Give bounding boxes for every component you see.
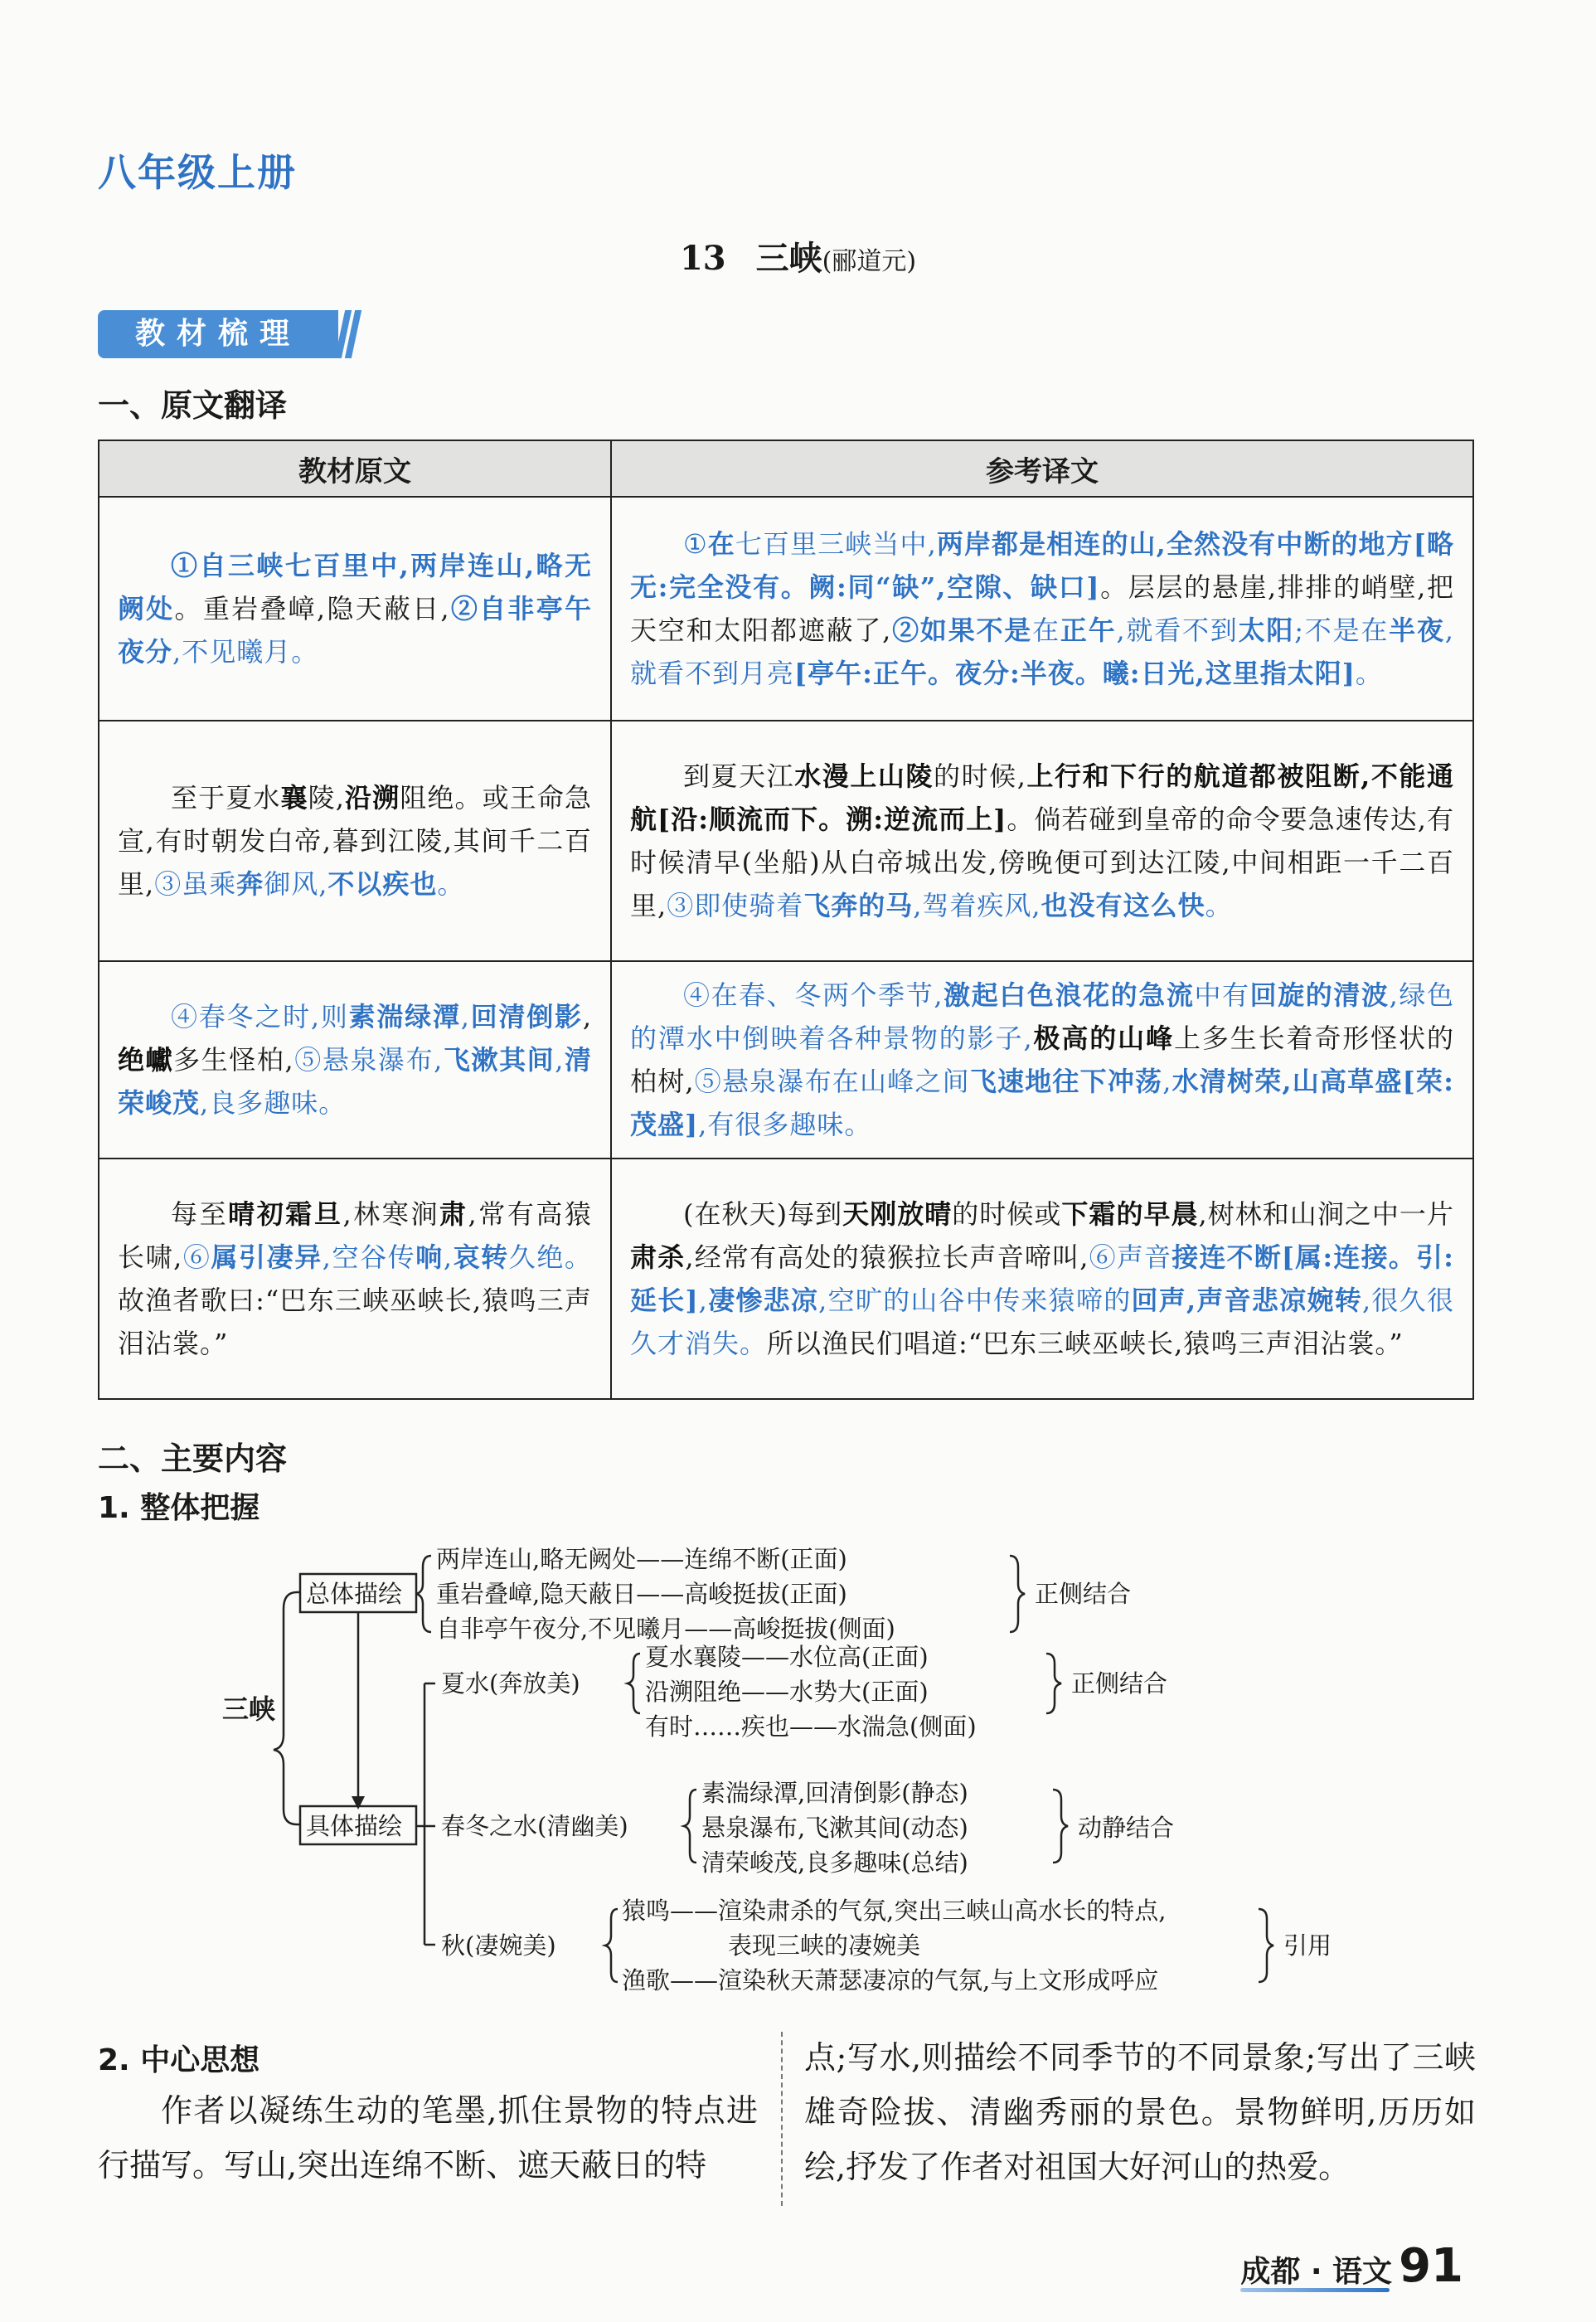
text-segment: 。重岩叠嶂,隐天蔽日, bbox=[174, 593, 450, 624]
col-header-original: 教材原文 bbox=[99, 440, 611, 497]
text-segment: 正午 bbox=[1060, 615, 1117, 646]
text-segment: 水清树荣,山高草盛 bbox=[1172, 1066, 1403, 1097]
column-divider bbox=[781, 2032, 783, 2206]
text-segment: 。倘若碰到皇帝的命令要急速传达,有时候清早(坐船)从白帝城出发,傍晚便可到达江陵,中间相距一千二百里, bbox=[630, 804, 1454, 921]
text-segment: 上行和下行的航道都被阻断,不能通航 bbox=[630, 760, 1454, 835]
text-segment: 水漫上山陵 bbox=[794, 760, 934, 792]
text-segment: , bbox=[555, 1044, 565, 1076]
grade-label: 八年级上册 bbox=[98, 150, 297, 195]
lesson-number: 13 bbox=[679, 239, 726, 278]
translation-table bbox=[98, 440, 1474, 1400]
text-segment: 接连不断 bbox=[1172, 1241, 1282, 1273]
text-segment: ⑤悬泉瀑布在山峰之间 bbox=[694, 1066, 970, 1097]
text-segment: 多生怪柏, bbox=[173, 1044, 294, 1076]
text-segment: ,林寒涧 bbox=[342, 1198, 439, 1230]
translation-cell bbox=[611, 497, 1473, 721]
text-segment: 飞奔的马 bbox=[803, 890, 914, 921]
text-segment: 属引凄异 bbox=[211, 1241, 323, 1273]
diagram-g3-item: 素湍绿潭,回清倒影(静态) bbox=[701, 1779, 968, 1807]
text-segment: 在 bbox=[1032, 615, 1060, 646]
lesson-author: (郦道元) bbox=[822, 247, 917, 276]
text-segment: (在秋天)每到 bbox=[683, 1198, 843, 1230]
diagram-g1-item: 自非亭午夜分,不见曦月——高峻挺拔(侧面) bbox=[436, 1615, 895, 1643]
original-cell bbox=[99, 961, 611, 1159]
text-segment: 。 bbox=[1355, 658, 1383, 689]
text-segment: 响 bbox=[415, 1241, 444, 1273]
text-segment: 至于夏水 bbox=[171, 782, 281, 814]
text-segment: 极高的山峰 bbox=[1032, 1023, 1174, 1054]
text-segment: 清荣峻茂 bbox=[118, 1044, 592, 1119]
text-segment: 哀转 bbox=[453, 1241, 509, 1273]
original-cell bbox=[99, 497, 611, 721]
table-row bbox=[99, 961, 1473, 1159]
diagram-g2-item: 夏水襄陵——水位高(正面) bbox=[645, 1643, 929, 1671]
text-segment: 激起白色浪花的急流 bbox=[943, 979, 1195, 1011]
text-segment: , bbox=[582, 1001, 592, 1032]
text-segment: [沿:顺流而下。溯:逆流而上] bbox=[657, 804, 1007, 835]
text-segment: ⑤悬泉瀑布, bbox=[293, 1044, 444, 1076]
diagram-g1-item: 两岸连山,略无阙处——连绵不断(正面) bbox=[436, 1545, 847, 1573]
text-segment: 陵, bbox=[308, 782, 345, 814]
text-segment: , bbox=[460, 1001, 470, 1032]
text-segment: 。层层的悬崖,排排的峭壁,把天空和太阳都遮蔽了, bbox=[630, 571, 1454, 646]
text-segment: 天刚放晴 bbox=[842, 1198, 953, 1230]
text-segment: [荣:茂盛] bbox=[630, 1066, 1454, 1140]
text-segment: 在 bbox=[707, 528, 735, 560]
text-segment: 七百里三峡当中, bbox=[735, 528, 937, 560]
text-segment: 在 bbox=[1361, 615, 1390, 646]
text-segment: 肃杀 bbox=[630, 1241, 686, 1273]
text-segment: 半夜 bbox=[1389, 615, 1445, 646]
text-segment: ,就看不到月亮 bbox=[630, 615, 1454, 689]
text-segment: 也没有这么快 bbox=[1041, 890, 1205, 921]
footer-city: 成都 · 语文 bbox=[1240, 2255, 1393, 2289]
text-segment: ,绿色的潭水中倒映着各种景物的影子, bbox=[630, 979, 1454, 1054]
text-segment: 太阳 bbox=[1238, 615, 1295, 646]
text-segment: 凄惨悲凉 bbox=[707, 1285, 819, 1316]
banner-label: 教材梳理 bbox=[134, 317, 301, 351]
section-title-content: 二、主要内容 bbox=[98, 1440, 288, 1477]
text-segment: 肃 bbox=[439, 1198, 468, 1230]
text-segment: ,空旷的山谷中传来猿啼的 bbox=[818, 1285, 1132, 1316]
diagram-g3-tag: 动静结合 bbox=[1078, 1814, 1175, 1842]
diagram-g4-tag: 引用 bbox=[1283, 1931, 1332, 1960]
lesson-title bbox=[0, 232, 1596, 279]
text-segment: 两岸都是相连的山,全然没有中断的地方 bbox=[936, 528, 1414, 560]
text-segment: , bbox=[1162, 1066, 1172, 1097]
diagram-g2-item: 沿溯阻绝——水势大(正面) bbox=[645, 1678, 929, 1706]
text-segment: ;不是 bbox=[1294, 615, 1361, 646]
text-segment: ②如果不是 bbox=[891, 615, 1033, 646]
table-row bbox=[99, 721, 1473, 961]
text-segment: 奔 bbox=[236, 868, 264, 900]
text-segment: 两岸连山,略无阙处 bbox=[118, 550, 592, 624]
translation-cell bbox=[611, 721, 1473, 961]
text-segment: 下霜的早晨 bbox=[1061, 1198, 1199, 1230]
text-segment: 回旋的清波 bbox=[1249, 979, 1390, 1011]
text-segment: ,常有高猿长啸, bbox=[118, 1198, 592, 1273]
text-segment: 的时候或 bbox=[952, 1198, 1062, 1230]
text-segment: 襄 bbox=[280, 782, 308, 814]
text-segment: ④在春、冬两个季节, bbox=[683, 979, 944, 1011]
diagram-autumn: 秋(凄婉美) bbox=[441, 1931, 556, 1960]
page-number: 91 bbox=[1399, 2239, 1463, 2293]
diagram-g3-item: 清荣峻茂,良多趣味(总结) bbox=[701, 1848, 968, 1877]
text-segment: 御风, bbox=[264, 868, 328, 900]
text-segment: 到夏天江 bbox=[683, 760, 795, 792]
text-segment: 不以疾也 bbox=[327, 868, 438, 900]
text-segment: 绝巘 bbox=[118, 1044, 174, 1076]
original-cell bbox=[99, 721, 611, 961]
structure-diagram bbox=[0, 1526, 1596, 2023]
translation-cell bbox=[611, 1159, 1473, 1399]
text-segment: ②自非亭午夜分 bbox=[118, 593, 592, 668]
section-banner bbox=[98, 310, 351, 358]
text-segment: ,经常有高处的猿猴拉长声音啼叫, bbox=[685, 1241, 1089, 1273]
diagram-box-specific: 具体描绘 bbox=[306, 1812, 403, 1840]
text-segment: [略无:完全没有。阙:同“缺”,空隙、缺口] bbox=[630, 528, 1454, 603]
translation-cell bbox=[611, 961, 1473, 1159]
text-segment: ,树林和山涧之中一片 bbox=[1198, 1198, 1454, 1230]
text-segment: 。 bbox=[437, 868, 465, 900]
page-footer bbox=[1240, 2239, 1463, 2292]
col-header-translation: 参考译文 bbox=[611, 440, 1473, 497]
table-row bbox=[99, 497, 1473, 721]
text-segment: , bbox=[698, 1285, 708, 1316]
text-segment: ,良多趣味。 bbox=[200, 1087, 347, 1119]
subsection-overview: 1. 整体把握 bbox=[98, 1491, 260, 1525]
text-segment: 故渔者歌曰:“巴东三峡巫峡长,猿鸣三声泪沾裳。” bbox=[118, 1285, 592, 1359]
text-segment: , bbox=[443, 1241, 454, 1273]
text-segment: 飞速地往下冲荡 bbox=[969, 1066, 1163, 1097]
diagram-root: 三峡 bbox=[222, 1693, 276, 1725]
text-segment: ⑥ bbox=[182, 1241, 211, 1273]
theme-text-right: 点;写水,则描绘不同季节的不同景象;写出了三峡雄奇险拔、清幽秀丽的景色。景物鲜明,历历如绘,抒发了作者对祖国大好河山的热爱。 bbox=[804, 2039, 1476, 2185]
diagram-g2-tag: 正侧结合 bbox=[1071, 1669, 1168, 1698]
text-segment: 。 bbox=[1205, 890, 1233, 921]
diagram-spring: 春冬之水(清幽美) bbox=[441, 1812, 628, 1840]
section-title-translation: 一、原文翻译 bbox=[98, 387, 288, 424]
text-segment: 所以渔民们唱道:“巴东三峡巫峡长,猿鸣三声泪沾裳。” bbox=[767, 1328, 1404, 1359]
text-segment: 晴初霜旦 bbox=[228, 1198, 343, 1230]
text-segment: ,不见曦月。 bbox=[172, 636, 319, 668]
text-segment: ③虽乘 bbox=[154, 868, 237, 900]
diagram-g4-item: 猿鸣——渲染肃杀的气氛,突出三峡山高水长的特点, bbox=[622, 1897, 1167, 1925]
text-segment: ①自三峡七百里中, bbox=[171, 550, 410, 581]
text-segment: 素湍绿潭 bbox=[348, 1001, 461, 1032]
text-segment: 中有 bbox=[1194, 979, 1250, 1011]
text-segment: 回声,声音悲凉婉转 bbox=[1131, 1285, 1362, 1316]
diagram-g2-item: 有时……疾也——水湍急(侧面) bbox=[645, 1712, 977, 1741]
text-segment: ④春冬之时,则 bbox=[171, 1001, 349, 1032]
text-segment: 回清倒影 bbox=[469, 1001, 583, 1032]
diagram-box-overall: 总体描绘 bbox=[306, 1580, 403, 1608]
text-segment: 久绝。 bbox=[508, 1241, 592, 1273]
text-segment: [属:连接。引:延长] bbox=[630, 1241, 1454, 1316]
original-cell bbox=[99, 1159, 611, 1399]
text-segment: ,就看不到 bbox=[1116, 615, 1239, 646]
text-segment: ③即使骑着 bbox=[667, 890, 804, 921]
diagram-g4-item: 表现三峡的凄婉美 bbox=[728, 1931, 921, 1960]
text-segment: 每至 bbox=[171, 1198, 229, 1230]
text-segment: ,很久很久才消失。 bbox=[630, 1285, 1454, 1359]
text-segment: 的时候, bbox=[934, 760, 1026, 792]
text-segment: ⑥声音 bbox=[1089, 1241, 1172, 1273]
diagram-g3-item: 悬泉瀑布,飞漱其间(动态) bbox=[701, 1814, 968, 1842]
text-segment: ,驾着疾风, bbox=[913, 890, 1041, 921]
diagram-g4-item: 渔歌——渲染秋天萧瑟凄凉的气氛,与上文形成呼应 bbox=[622, 1966, 1159, 1994]
text-segment: [亭午:正午。夜分:半夜。曦:日光,这里指太阳] bbox=[794, 658, 1356, 689]
lesson-name: 三峡 bbox=[755, 239, 822, 278]
theme-text-left: 作者以凝练生动的笔墨,抓住景物的特点进行描写。写山,突出连绵不断、遮天蔽日的特 bbox=[98, 2092, 758, 2184]
text-segment: ① bbox=[683, 528, 708, 560]
text-segment: 上多生长着奇形怪状的柏树, bbox=[630, 1023, 1454, 1097]
text-segment: 阻绝。或王命急宣,有时朝发白帝,暮到江陵,其间千二百里, bbox=[118, 782, 592, 900]
diagram-g1-tag: 正侧结合 bbox=[1035, 1580, 1132, 1608]
text-segment: ,空谷传 bbox=[322, 1241, 416, 1273]
table-row bbox=[99, 1159, 1473, 1399]
subsection-theme: 2. 中心思想 bbox=[98, 2043, 260, 2077]
text-segment: ,有很多趣味。 bbox=[698, 1109, 872, 1140]
diagram-g1-item: 重岩叠嶂,隐天蔽日——高峻挺拔(正面) bbox=[436, 1580, 847, 1608]
diagram-summer: 夏水(奔放美) bbox=[441, 1669, 580, 1698]
text-segment: 沿溯 bbox=[344, 782, 400, 814]
text-segment: 飞漱其间 bbox=[443, 1044, 555, 1076]
